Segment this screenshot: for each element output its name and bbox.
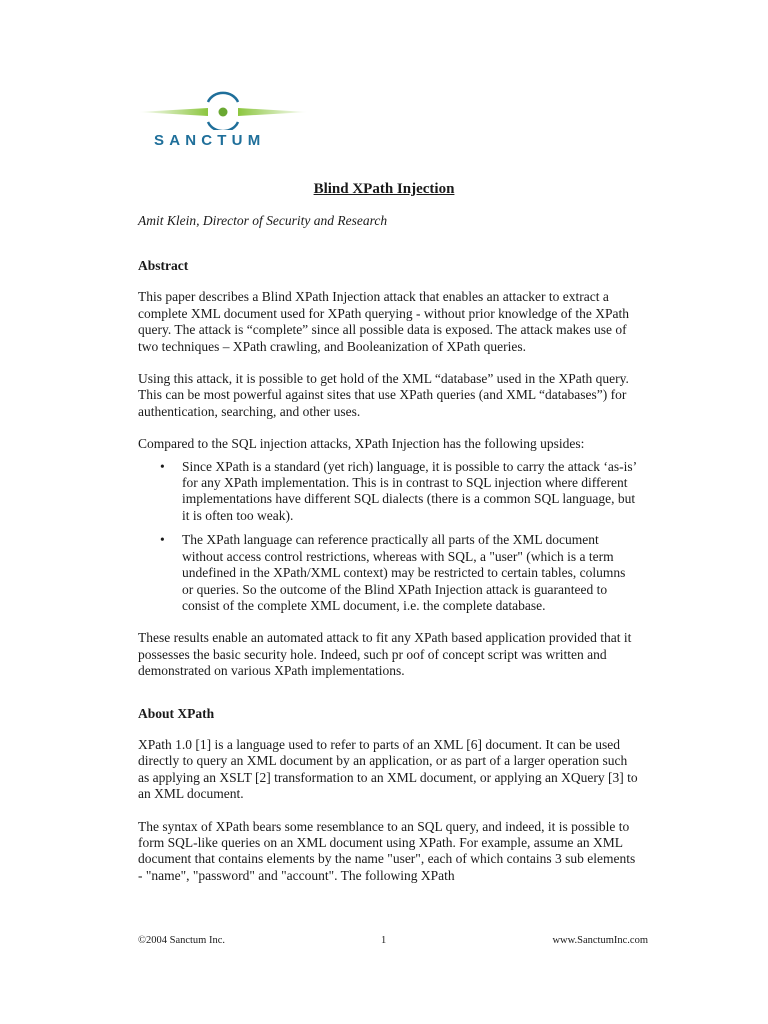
paragraph: This paper describes a Blind XPath Injection attack that enables an attacker to extract a complete XML document used for XPath querying - without prior knowledge of the XPath query. The attack is “complete” since all possible data is exposed. The attack makes use of two techniques – XPath crawling, and Booleanization of XPath queries. bbox=[138, 289, 630, 354]
paper-body bbox=[138, 258, 638, 900]
upsides-list bbox=[138, 459, 638, 615]
paragraph: The syntax of XPath bears some resemblance to an SQL query, and indeed, it is possible to form SQL-like queries on an XML document using XPath. For example, assume an XML document that contains elements by the name "user", each of which contains 3 sub elements - "name", "password" and "account". The following XPath bbox=[138, 818, 636, 883]
list-item bbox=[160, 458, 638, 525]
list-item-text: The XPath language can reference practically all parts of the XML document without access control restrictions, whereas with SQL, a "user" (which is a term undefined in the XPath/XML context) may be restricted to certain tables, columns or queries. So the outcome of the Blind XPath Injection attack is guaranteed to consist of the complete XML document, i.e. the complete database. bbox=[182, 532, 626, 613]
abstract-heading: Abstract bbox=[138, 258, 189, 273]
page-footer bbox=[138, 935, 648, 949]
logo-wordmark: SANCTUM bbox=[154, 132, 266, 149]
about-xpath-heading: About XPath bbox=[138, 705, 215, 721]
paper-title: Blind XPath Injection bbox=[313, 181, 455, 197]
paragraph: These results enable an automated attack to fit any XPath based application provided that it possesses the basic security hole. Indeed, such pr oof of concept script was written and demonstrated on various XPath implementations. bbox=[138, 630, 632, 679]
bullet-icon: • bbox=[160, 532, 165, 548]
footer-website: www.SanctumInc.com bbox=[552, 935, 648, 946]
footer-page-number: 1 bbox=[381, 935, 387, 946]
logo-emblem-icon bbox=[138, 90, 308, 130]
list-item-text: Since XPath is a standard (yet rich) language, it is possible to carry the attack ‘as-is’ for any XPath implementation. This is in contrast to SQL injection where different implementations have different SQL dialects (there is a common SQL language, but it is often too weak). bbox=[182, 458, 637, 523]
paragraph: XPath 1.0 [1] is a language used to refer to parts of an XML [6] document. It can be used directly to query an XML document by an application, or as part of a larger operation such as applying an XSLT [2] transformation to an XML document, or applying an XQuery [3] to an XML document. bbox=[138, 736, 638, 802]
list-item bbox=[160, 532, 638, 614]
paragraph: Compared to the SQL injection attacks, XPath Injection has the following upsides: bbox=[138, 436, 585, 452]
paragraph: Using this attack, it is possible to get hold of the XML “database” used in the XPath query. This can be most powerful against sites that use XPath queries (and XML “databases”) for authentication, searching, and other uses. bbox=[138, 371, 629, 419]
paper-author: Amit Klein, Director of Security and Research bbox=[138, 213, 388, 228]
sanctum-logo bbox=[138, 90, 308, 156]
footer-copyright: ©2004 Sanctum Inc. bbox=[138, 935, 226, 946]
bullet-icon: • bbox=[160, 458, 165, 474]
